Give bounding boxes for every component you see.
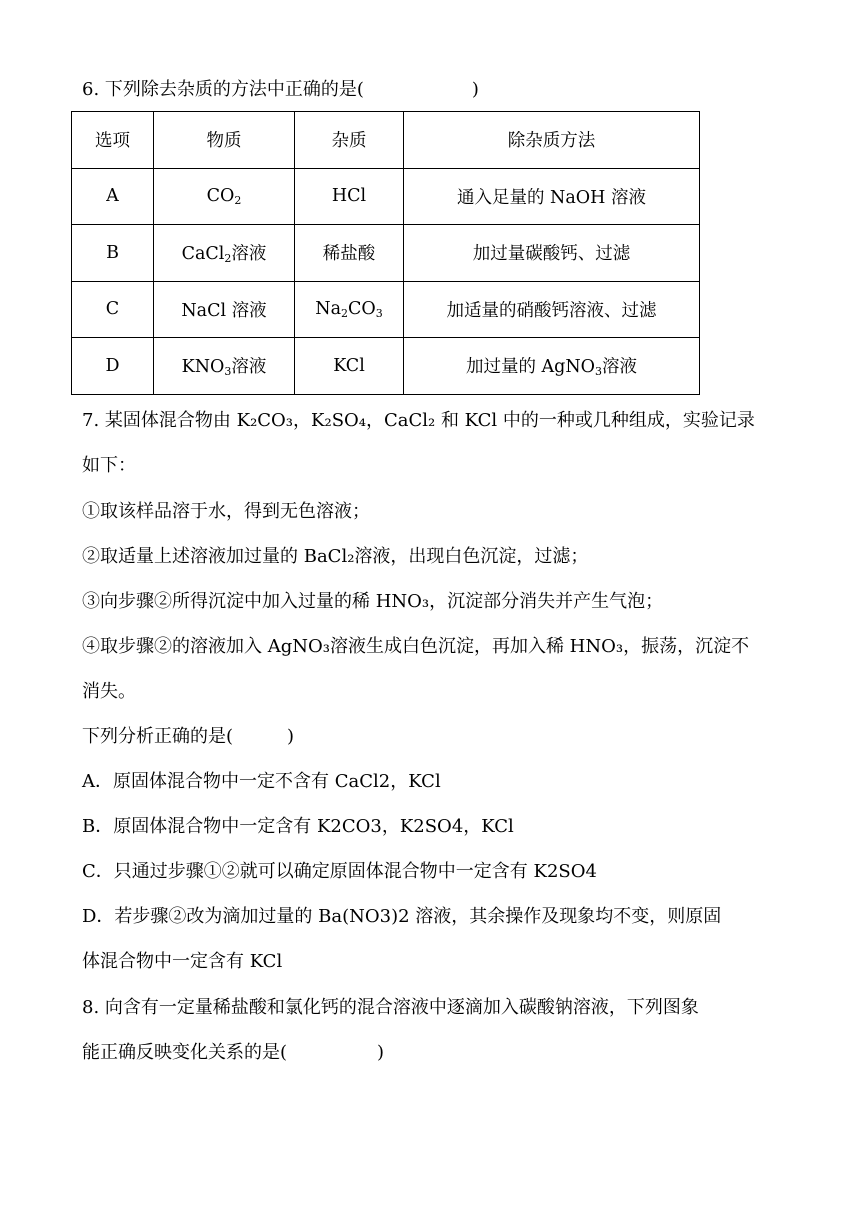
row-option: A bbox=[72, 168, 154, 225]
question-7-option-c: C．只通过步骤①②就可以确定原固体混合物中一定含有 K2SO4 bbox=[82, 861, 597, 882]
header-option: 选项 bbox=[72, 112, 154, 169]
row-impurity: HCl bbox=[295, 168, 404, 225]
question-8-stem-line1: 8. 向含有一定量稀盐酸和氯化钙的混合溶液中逐滴加入碳酸钠溶液，下列图象 bbox=[82, 997, 699, 1018]
question-7-stem-line2: 如下： bbox=[82, 455, 136, 476]
table-row bbox=[72, 225, 700, 282]
question-7-option-d: D．若步骤②改为滴加过量的 Ba(NO3)2 溶液，其余操作及现象均不变，则原固 bbox=[82, 906, 722, 927]
row-method: 通入足量的 NaOH 溶液 bbox=[404, 168, 700, 225]
question-7-step-2: ②取适量上述溶液加过量的 BaCl₂溶液，出现白色沉淀，过滤； bbox=[82, 546, 589, 567]
table-row bbox=[72, 338, 700, 395]
row-impurity: KCl bbox=[295, 338, 404, 395]
header-substance: 物质 bbox=[154, 112, 295, 169]
question-7-option-d-cont: 体混合物中一定含有 KCl bbox=[82, 951, 283, 972]
table-row bbox=[72, 281, 700, 338]
row-method: 加适量的硝酸钙溶液、过滤 bbox=[404, 281, 700, 338]
question-7-prompt: 下列分析正确的是( ) bbox=[82, 726, 295, 747]
row-impurity: 稀盐酸 bbox=[295, 225, 404, 282]
question-7-step-3: ③向步骤②所得沉淀中加入过量的稀 HNO₃，沉淀部分消失并产生气泡； bbox=[82, 591, 664, 612]
row-substance: CaCl$_2$溶液 bbox=[154, 225, 295, 282]
table-row bbox=[72, 168, 700, 225]
row-method: 加过量碳酸钙、过滤 bbox=[404, 225, 700, 282]
row-option: D bbox=[72, 338, 154, 395]
row-substance: $KNO_3$溶液 bbox=[154, 338, 295, 395]
question-7-step-4: ④取步骤②的溶液加入 AgNO₃溶液生成白色沉淀，再加入稀 HNO₃，振荡，沉淀不 bbox=[82, 636, 750, 657]
header-impurity: 杂质 bbox=[295, 112, 404, 169]
question-8-stem-line2: 能正确反映变化关系的是( ) bbox=[82, 1042, 385, 1063]
row-method: 加过量的 AgNO$_3$溶液 bbox=[404, 338, 700, 395]
question-7-step-4-cont: 消失。 bbox=[82, 681, 136, 702]
question-7-step-1: ①取该样品溶于水，得到无色溶液； bbox=[82, 501, 370, 522]
row-impurity: $Na_2CO_3$ bbox=[295, 281, 404, 338]
row-substance: $CO_2$ bbox=[154, 168, 295, 225]
table-header-row bbox=[72, 112, 700, 169]
question-7-stem-line1: 7. 某固体混合物由 K₂CO₃，K₂SO₄，CaCl₂ 和 KCl 中的一种或几种组成，实验记录 bbox=[82, 410, 755, 431]
question-6-title: 6. 下列除去杂质的方法中正确的是( ) bbox=[82, 79, 479, 100]
row-option: C bbox=[72, 281, 154, 338]
row-option: B bbox=[72, 225, 154, 282]
impurity-removal-table bbox=[71, 111, 700, 395]
row-substance: NaCl 溶液 bbox=[154, 281, 295, 338]
question-7-option-b: B．原固体混合物中一定含有 K2CO3，K2SO4，KCl bbox=[82, 816, 514, 837]
question-7-option-a: A．原固体混合物中一定不含有 CaCl2，KCl bbox=[82, 771, 441, 792]
header-method: 除杂质方法 bbox=[404, 112, 700, 169]
